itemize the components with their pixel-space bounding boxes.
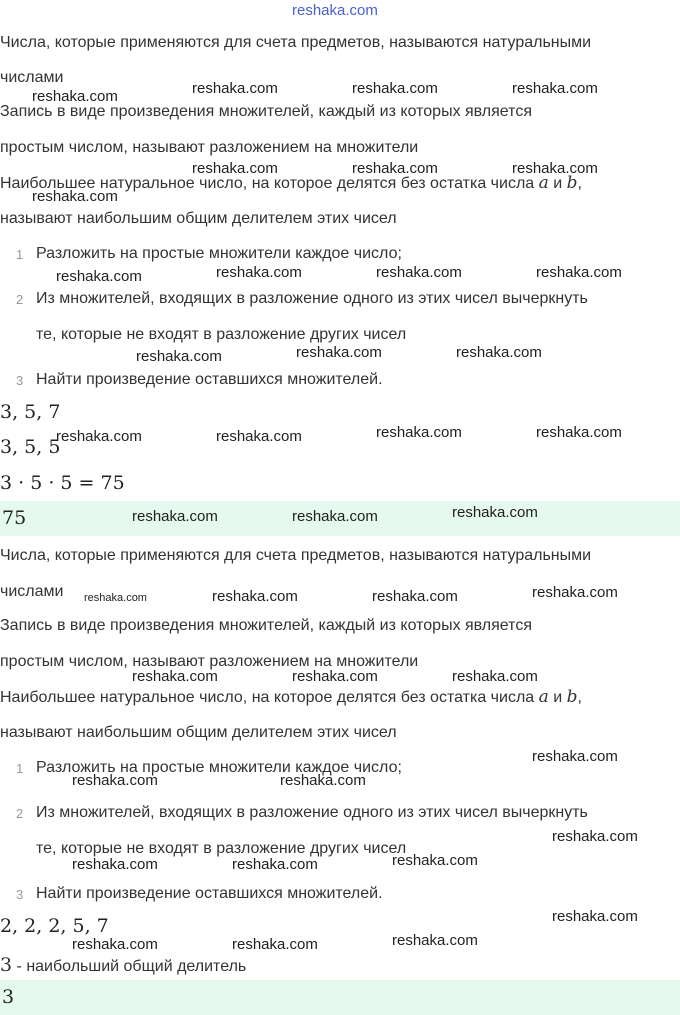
definition-gcd-line2: называют наибольшим общим делителем этих чисел (0, 724, 397, 741)
site-watermark-link[interactable]: reshaka.com (292, 2, 378, 19)
watermark: reshaka.com (456, 344, 542, 361)
step-2-text-line1: Из множителей, входящих в разложение одного из этих чисел вычеркнуть (36, 290, 588, 307)
step-3-text: Найти произведение оставшихся множителей. (36, 885, 383, 902)
definition-gcd-line1 (0, 687, 582, 708)
watermark: reshaka.com (292, 508, 378, 525)
watermark: reshaka.com (72, 936, 158, 953)
step-number: 3 (16, 887, 24, 902)
step-number: 1 (16, 761, 24, 776)
factors-second-number: 3, 5, 5 (0, 436, 61, 458)
step-2-text-line2: те, которые не входят в разложение других чисел (36, 326, 407, 343)
watermark: reshaka.com (132, 668, 218, 685)
variable-b: b (566, 173, 578, 193)
watermark: reshaka.com (192, 160, 278, 177)
watermark: reshaka.com (56, 428, 142, 445)
watermark: reshaka.com (376, 424, 462, 441)
comma: , (577, 689, 582, 706)
factors-list: 2, 2, 2, 5, 7 (0, 915, 109, 937)
watermark: reshaka.com (552, 828, 638, 845)
watermark: reshaka.com (132, 508, 218, 525)
step-2-text-line1: Из множителей, входящих в разложение одного из этих чисел вычеркнуть (36, 804, 588, 821)
watermark: reshaka.com (372, 588, 458, 605)
watermark: reshaka.com (536, 264, 622, 281)
watermark: reshaka.com (532, 748, 618, 765)
watermark: reshaka.com (392, 852, 478, 869)
watermark: reshaka.com (72, 856, 158, 873)
watermark: reshaka.com (452, 504, 538, 521)
watermark: reshaka.com (32, 188, 118, 205)
definition-gcd-line2: называют наибольшим общим делителем этих чисел (0, 210, 397, 227)
definition-natural-line1: Числа, которые применяются для счета предметов, называются натуральными (0, 34, 592, 51)
comma: , (577, 175, 582, 192)
answer-value: 75 (2, 507, 27, 529)
step-number: 3 (16, 373, 24, 388)
definition-gcd-prefix: Наибольшее натуральное число, на которое делятся без остатка числа (0, 689, 535, 706)
watermark: reshaka.com (216, 428, 302, 445)
gcd-statement (0, 955, 246, 977)
watermark: reshaka.com (232, 856, 318, 873)
watermark: reshaka.com (452, 668, 538, 685)
step-number: 2 (16, 292, 24, 307)
watermark: reshaka.com (56, 268, 142, 285)
variable-b: b (566, 687, 578, 707)
watermark: reshaka.com (352, 80, 438, 97)
step-2-text-line2: те, которые не входят в разложение других чисел (36, 840, 407, 857)
definition-factorization-line1: Запись в виде произведения множителей, каждый из которых является (0, 617, 532, 634)
product-equation: 3 · 5 · 5 = 75 (0, 472, 125, 494)
watermark: reshaka.com (136, 348, 222, 365)
watermark: reshaka.com (232, 936, 318, 953)
step-number: 2 (16, 806, 24, 821)
watermark: reshaka.com (532, 584, 618, 601)
step-1-text: Разложить на простые множители каждое число; (36, 245, 402, 262)
definition-factorization-line2: простым числом, называют разложением на множители (0, 139, 419, 156)
watermark: reshaka.com (352, 160, 438, 177)
step-1-text: Разложить на простые множители каждое число; (36, 759, 402, 776)
definition-natural-line2: числами (0, 69, 64, 86)
definition-natural-line1: Числа, которые применяются для счета предметов, называются натуральными (0, 547, 592, 564)
answer-box (0, 980, 680, 1015)
variable-a: a (538, 173, 549, 193)
watermark: reshaka.com (216, 264, 302, 281)
watermark: reshaka.com (84, 592, 147, 604)
step-number: 1 (16, 247, 24, 262)
watermark: reshaka.com (296, 344, 382, 361)
definition-gcd-prefix: Наибольшее натуральное число, на которое делятся без остатка числа (0, 175, 535, 192)
watermark: reshaka.com (376, 264, 462, 281)
watermark: reshaka.com (192, 80, 278, 97)
watermark: reshaka.com (512, 160, 598, 177)
watermark: reshaka.com (32, 88, 118, 105)
variable-a: a (538, 687, 549, 707)
gcd-statement-text: - наибольший общий делитель (12, 958, 247, 975)
watermark: reshaka.com (292, 668, 378, 685)
conjunction: и (553, 175, 563, 192)
watermark: reshaka.com (512, 80, 598, 97)
watermark: reshaka.com (392, 932, 478, 949)
gcd-statement-value: 3 (0, 954, 13, 976)
watermark: reshaka.com (72, 772, 158, 789)
definition-factorization-line1: Запись в виде произведения множителей, каждый из которых является (0, 103, 532, 120)
watermark: reshaka.com (552, 908, 638, 925)
watermark: reshaka.com (280, 772, 366, 789)
step-3-text: Найти произведение оставшихся множителей. (36, 371, 383, 388)
conjunction: и (553, 689, 563, 706)
definition-natural-line2: числами (0, 583, 64, 600)
watermark: reshaka.com (536, 424, 622, 441)
factors-first-number: 3, 5, 7 (0, 401, 61, 423)
watermark: reshaka.com (212, 588, 298, 605)
answer-value: 3 (2, 986, 15, 1008)
definition-factorization-line2: простым числом, называют разложением на множители (0, 653, 419, 670)
